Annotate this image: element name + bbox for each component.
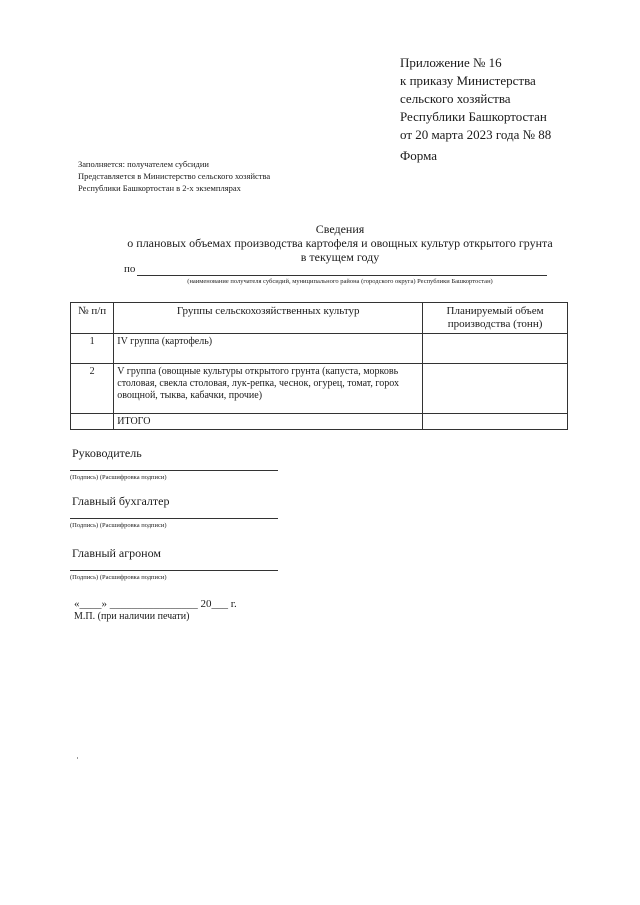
row-volume-cell[interactable]: [423, 334, 568, 364]
scan-speck: [77, 757, 78, 759]
recipient-caption: (наименование получателя субсидий, муниципального района (городского округа) Республики Башкортостан): [187, 278, 493, 285]
signature-title-agronomist: Главный агроном: [72, 546, 161, 560]
appendix-line: Приложение № 16: [400, 55, 502, 70]
signature-title-head: Руководитель: [72, 446, 142, 460]
stamp-note: М.П. (при наличии печати): [74, 611, 190, 622]
document-subtitle-period: в текущем году: [300, 250, 380, 264]
signature-title-accountant: Главный бухгалтер: [72, 494, 170, 508]
fill-note: [78, 158, 270, 194]
row-volume-cell[interactable]: [423, 364, 568, 414]
document-title: Сведения: [315, 222, 365, 236]
recipient-field[interactable]: [137, 275, 547, 276]
table-header-row: [71, 303, 568, 334]
appendix-line: Республики Башкортостан: [400, 109, 547, 124]
appendix-line: от 20 марта 2023 года № 88: [400, 127, 552, 142]
table-row: [71, 364, 568, 414]
document-subtitle: о плановых объемах производства картофеля и овощных культур открытого грунта: [127, 236, 553, 250]
signature-line-accountant[interactable]: [70, 518, 278, 519]
signature-line-agronomist[interactable]: [70, 570, 278, 571]
header-groups: Группы сельскохозяйственных культур: [114, 303, 423, 334]
row-num: 1: [71, 334, 114, 364]
appendix-line: к приказу Министерства: [400, 73, 536, 88]
header-volume: Планируемый объем производства (тонн): [423, 303, 568, 334]
form-label: Форма: [400, 148, 437, 163]
row-group: IV группа (картофель): [114, 334, 423, 364]
signature-caption: (Подпись) (Расшифровка подписи): [70, 474, 167, 481]
recipient-prefix: по: [124, 263, 136, 275]
signature-caption: (Подпись) (Расшифровка подписи): [70, 522, 167, 529]
row-num: 2: [71, 364, 114, 414]
date-field[interactable]: «____» ________________ 20___ г.: [74, 598, 237, 610]
table-row: [71, 334, 568, 364]
fill-note-line: Представляется в Министерство сельского хозяйства: [78, 171, 271, 181]
signature-caption: (Подпись) (Расшифровка подписи): [70, 574, 167, 581]
appendix-block: [400, 54, 551, 144]
fill-note-line: Республики Башкортостан в 2-х экземплярах: [78, 183, 241, 193]
production-table: [70, 302, 568, 430]
fill-note-line: Заполняется: получателем субсидии: [78, 159, 209, 169]
row-group: V группа (овощные культуры открытого грунта (капуста, морковь столовая, свекла столовая, лук-репка, чеснок, огурец, томат, горох овощной, тыква, кабачки, прочие): [114, 364, 423, 414]
header-num: № п/п: [71, 303, 114, 334]
appendix-line: сельского хозяйства: [400, 91, 511, 106]
signature-line-head[interactable]: [70, 470, 278, 471]
table-total-row: [71, 414, 568, 430]
total-label: ИТОГО: [114, 414, 423, 430]
total-volume-cell[interactable]: [423, 414, 568, 430]
total-num: [71, 414, 114, 430]
